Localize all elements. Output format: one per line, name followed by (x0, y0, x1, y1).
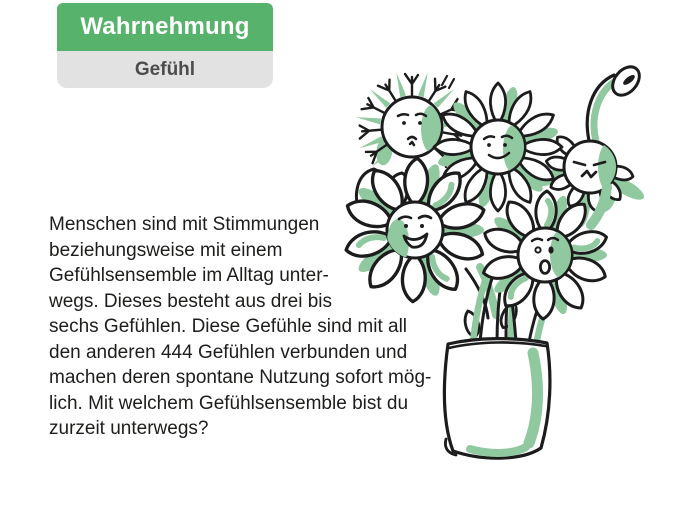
text-line: Menschen sind mit Stimmungen (49, 214, 320, 235)
header-banner (57, 3, 273, 51)
drooping-bud-icon (587, 62, 644, 145)
page-title: Wahrnehmung (80, 13, 250, 40)
page-subtitle: Gefühl (134, 58, 196, 80)
subtitle-band (57, 51, 273, 88)
text-line: wegs. Dieses besteht aus drei bis (49, 290, 333, 312)
flower-bouquet-illustration (330, 55, 670, 475)
text-line: lich. Mit welchem Gefühlsensemble bist du (49, 392, 409, 414)
text-line: beziehungsweise mit einem (49, 239, 283, 261)
text-line: zurzeit unterwegs? (49, 418, 209, 439)
text-line: sechs Gefühlen. Diese Gefühle sind mit all (49, 316, 408, 337)
vase (444, 339, 550, 459)
text-line: den anderen 444 Gefühlen verbunden und (49, 341, 408, 363)
text-line: machen deren spontane Nutzung sofort mög- (49, 367, 432, 388)
text-line: Gefühlsensemble im Alltag unter- (49, 265, 329, 286)
